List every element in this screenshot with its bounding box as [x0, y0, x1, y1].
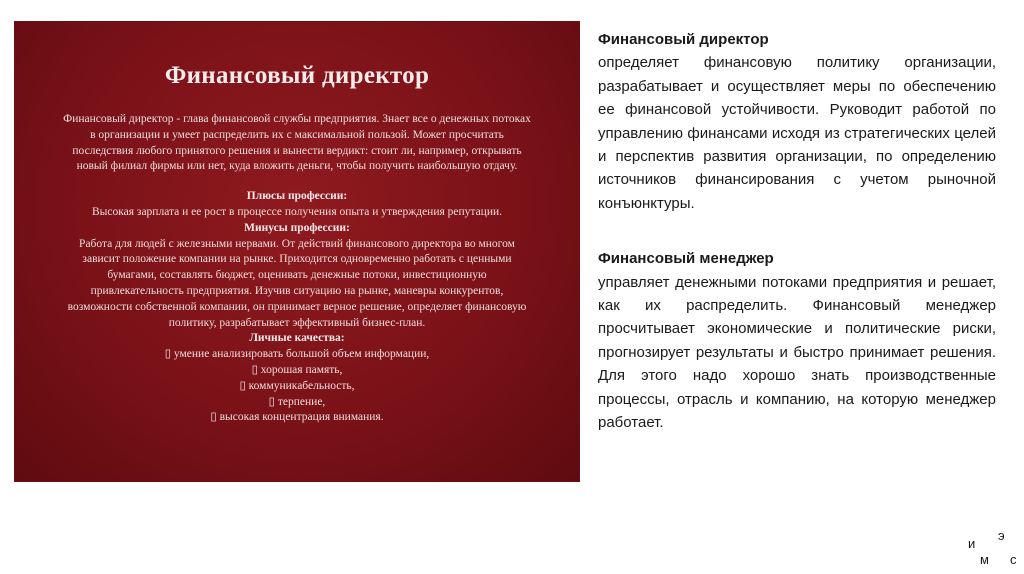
- manager-title: Финансовый менеджер: [598, 250, 774, 268]
- quality-item: ▯ высокая концентрация внимания.: [210, 411, 384, 424]
- logo-letter-i: и: [968, 536, 976, 551]
- cons-text: Работа для людей с железными нервами. От действий финансового директора во многом зависит положение компании на рынке. Приходится одновременно работать с ценными бумагами, составлять бюджет, оценивать денежные потоки, инвестиционную привлекательность предприятия. Изучив ситуацию на рынке, маневры конкурентов, возможности собственной компании, он принимает верное решение, определяет финансовую политику, разрабатывает эффективный бизнес-план.: [67, 237, 527, 329]
- manager-block: [598, 247, 996, 434]
- pros-heading: Плюсы профессии:: [246, 190, 348, 203]
- quality-item: ▯ коммуникабельность,: [239, 379, 355, 392]
- text-panel: [598, 28, 996, 435]
- director-block: [598, 28, 996, 215]
- quality-item: ▯ умение анализировать большой объем информации,: [164, 348, 430, 361]
- qualities-heading: Личные качества:: [249, 332, 345, 345]
- quality-item: ▯ терпение,: [268, 395, 326, 408]
- image-intro: Финансовый директор - глава финансовой службы предприятия. Знает все о денежных потоках в организации и умеет распределить их с максимальной пользой. Может просчитать последствия любого принятого решения и вынести вердикт: стоит ли, например, открывать новый филиал фирмы или нет, куда вложить деньги, чтобы получить наибольшую отдачу.: [63, 113, 531, 173]
- imes-logo: [966, 528, 1022, 568]
- quality-item: ▯ хорошая память,: [251, 363, 343, 376]
- director-title: Финансовый директор: [598, 31, 769, 48]
- manager-text: управляет денежными потоками предприятия и решает, как их распределить. Финансовый менеджер просчитывает экономические и политические риски, прогнозирует результаты и быстро принимает решения. Для этого надо хорошо знать производственные процессы, отрасль и компанию, на которую менеджер работает.: [598, 273, 996, 432]
- cons-heading: Минусы профессии:: [244, 221, 350, 234]
- director-text: определяет финансовую политику организации, разрабатывает и осуществляет меры по обеспечению ее финансовой устойчивости. Руководит работой по управлению финансами исходя из стратегических целей и перспектив развития организации, по определению источников финансирования с учетом рыночной конъюнктуры.: [598, 54, 996, 212]
- pros-text: Высокая зарплата и ее рост в процессе получения опыта и утверждения репутации.: [91, 205, 503, 218]
- logo-letter-e: э: [998, 528, 1005, 543]
- image-body: [61, 112, 533, 426]
- finance-director-image: [14, 21, 580, 482]
- logo-letter-m: м: [980, 552, 989, 567]
- logo-letter-s: с: [1010, 552, 1017, 567]
- image-title: Финансовый директор: [164, 62, 430, 89]
